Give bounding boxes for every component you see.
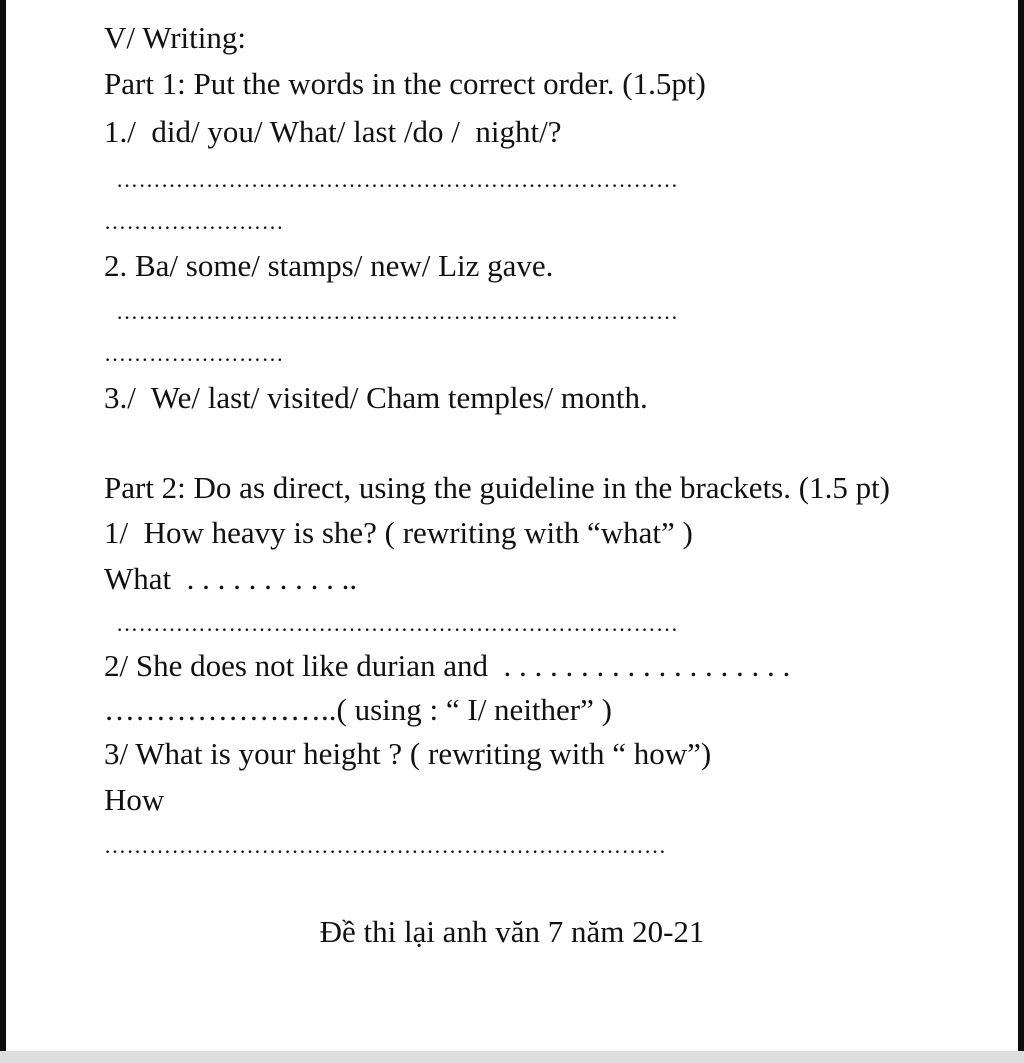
part2-answer-3: How [104,782,165,817]
part2-question-1: 1/ How heavy is she? ( rewriting with “what” ) [104,515,693,550]
answer-line-2a: ………………………………………………………………… [116,300,679,324]
part1-question-1: 1./ did/ you/ What/ last /do / night/? [104,114,562,149]
part1-title: Part 1: Put the words in the correct order. (1.5pt) [104,66,706,101]
part2-answer-1: What . . . . . . . . . . .. [104,561,358,596]
part2-title: Part 2: Do as direct, using the guideline in the brackets. (1.5 pt) [104,470,891,505]
part1-question-3: 3./ We/ last/ visited/ Cham temples/ month. [104,380,648,415]
bottom-border [0,1051,1024,1063]
part1-question-2: 2. Ba/ some/ stamps/ new/ Liz gave. [104,248,554,283]
exam-footer: Đề thi lại anh văn 7 năm 20-21 [319,914,705,949]
answer-line-1a: ………………………………………………………………… [116,168,679,192]
left-border [0,0,6,1063]
part2-question-2-continued: …………………..( using : “ I/ neither” ) [104,692,612,727]
part2-question-2: 2/ She does not like durian and . . . . . . . . . . . . . . . . . . . [104,648,791,683]
part2-question-3: 3/ What is your height ? ( rewriting with “ how”) [104,736,712,771]
section-heading: V/ Writing: [104,20,246,55]
answer-line-2b: …………………… [104,342,284,366]
answer-line-p2-1: ………………………………………………………………… [116,612,679,636]
answer-line-p2-3: ………………………………………………………………… [104,834,667,858]
answer-line-1b: …………………… [104,210,284,234]
right-border [1018,0,1024,1063]
